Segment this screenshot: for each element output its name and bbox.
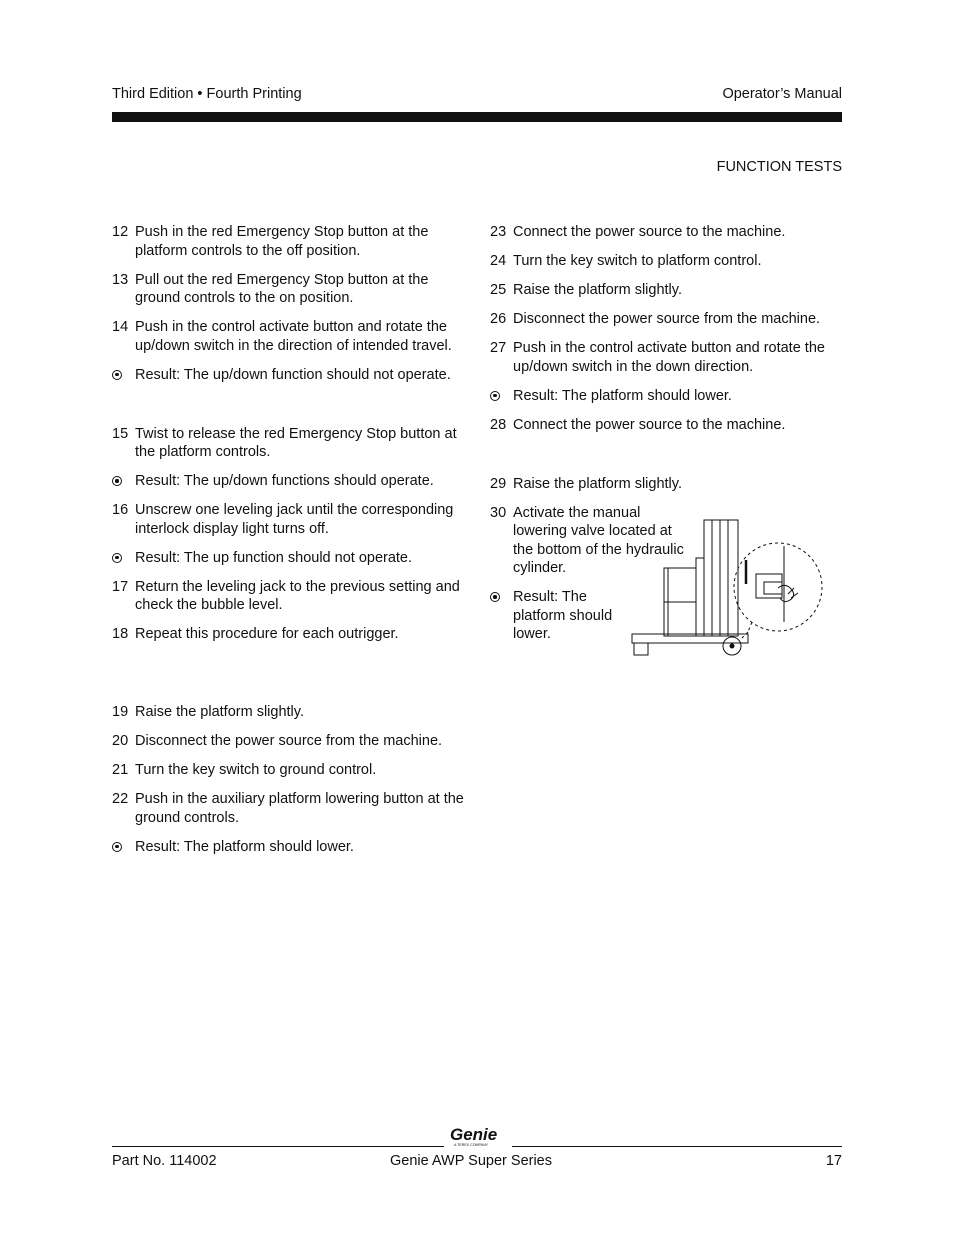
step-item: 28 Connect the power source to the machine. [490, 416, 786, 433]
result-item: Result: The platform should lower. [490, 387, 845, 406]
result-icon [112, 553, 122, 563]
result-icon [112, 476, 122, 486]
step-item: 13 Pull out the red Emergency Stop button at the ground controls to the on position. [112, 271, 429, 306]
result-item: Result: The up function should not operate. [112, 549, 467, 568]
wheel-left [634, 643, 648, 655]
step-item: 12 Push in the red Emergency Stop button at the platform controls to the off position. [112, 224, 429, 259]
detail-callout-circle [734, 543, 822, 631]
step-item: 16 Unscrew one leveling jack until the corresponding interlock display light turns off. [112, 502, 454, 537]
part-number: Part No. 114002 [112, 1153, 217, 1169]
result-icon [490, 391, 500, 401]
result-item: Result: The platform should lower. [490, 588, 623, 644]
manual-title: Operator’s Manual [722, 86, 842, 102]
result-item: Result: The platform should lower. [112, 838, 467, 857]
page-number: 17 [825, 1153, 842, 1169]
step-item: 22 Push in the auxiliary platform lowering button at the ground controls. [112, 791, 464, 826]
footer-rule-left [112, 1146, 444, 1147]
logo-text: Genie [450, 1125, 498, 1144]
step-item: 30 Activate the manual lowering valve located at the bottom of the hydraulic cylinder. [490, 504, 684, 576]
edition-label: Third Edition • Fourth Printing [112, 86, 302, 102]
result-item: Result: The up/down function should not operate. [112, 366, 467, 385]
lift-illustration [628, 512, 828, 662]
step-item: 15 Twist to release the red Emergency Stop button at the platform controls. [112, 425, 457, 460]
step-item: 24 Turn the key switch to platform control. [490, 253, 762, 269]
machine-base [632, 634, 748, 643]
result-icon [490, 592, 500, 602]
mast-outer [704, 520, 738, 636]
series-name: Genie AWP Super Series [390, 1153, 552, 1169]
step-item: 19 Raise the platform slightly. [112, 704, 304, 720]
result-icon [112, 842, 122, 852]
step-item: 18 Repeat this procedure for each outrigger. [112, 626, 399, 642]
step-item: 23 Connect the power source to the machine. [490, 224, 786, 240]
step-item: 14 Push in the control activate button and rotate the up/down switch in the direction of intended travel. [112, 319, 452, 354]
header-rule [112, 112, 842, 122]
logo-subtext: A TEREX COMPANY [454, 1143, 489, 1147]
left-column [112, 223, 467, 867]
section-title: FUNCTION TESTS [716, 159, 842, 175]
step-item: 27 Push in the control activate button and rotate the up/down switch in the down direction. [490, 340, 825, 375]
step-item: 17 Return the leveling jack to the previous setting and check the bubble level. [112, 578, 460, 613]
genie-logo [448, 1125, 508, 1147]
step-item: 25 Raise the platform slightly. [490, 282, 682, 298]
result-icon [112, 370, 122, 380]
step-item: 21 Turn the key switch to ground control. [112, 762, 377, 778]
step-item: 29 Raise the platform slightly. [490, 475, 682, 492]
result-item: Result: The up/down functions should operate. [112, 472, 467, 491]
step-item: 26 Disconnect the power source from the machine. [490, 311, 821, 327]
step-item: 20 Disconnect the power source from the machine. [112, 733, 443, 749]
footer-rule-right [512, 1146, 842, 1147]
